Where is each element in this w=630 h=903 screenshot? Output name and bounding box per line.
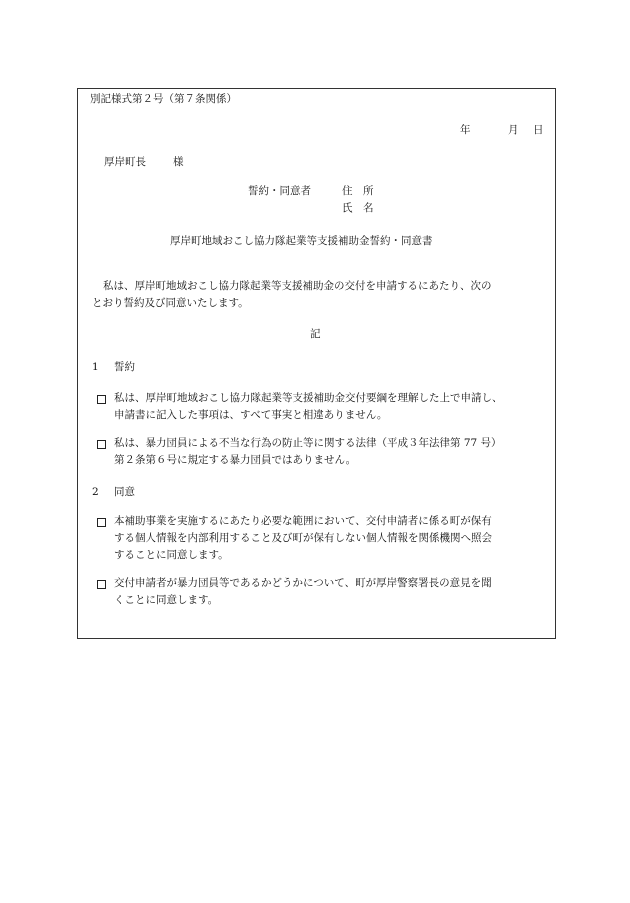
section-2-number: 2	[92, 486, 99, 498]
addressee-name: 厚岸町長	[104, 156, 146, 168]
document-title: 厚岸町地域おこし協力隊起業等支援補助金誓約・同意書	[170, 235, 433, 247]
consent-item-1-line-1: 本補助事業を実施するにあたり必要な範囲において、交付申請者に係る町が保有	[114, 515, 492, 527]
consent-item-2	[114, 577, 492, 607]
pledge-item-1-line-2: 申請書に記入した事項は、すべて事実と相違ありません。	[114, 409, 388, 422]
pledge-item-1-line-1: 私は、厚岸町地域おこし協力隊起業等支援補助金交付要綱を理解した上で申請し、	[114, 392, 503, 404]
checkbox-pledge-1[interactable]	[97, 395, 106, 404]
applicant-role: 誓約・同意者	[248, 185, 311, 197]
intro-paragraph	[92, 280, 492, 310]
consent-item-1	[114, 515, 492, 562]
pledge-item-2	[114, 437, 502, 467]
date-day-label: 日	[533, 124, 544, 136]
pledge-item-2-line-1: 私は、暴力団員による不当な行為の防止等に関する法律（平成３年法律第 77 号）	[114, 437, 502, 449]
checkbox-pledge-2[interactable]	[97, 440, 106, 449]
date-line	[460, 124, 550, 138]
addressee-honorific: 様	[173, 156, 184, 168]
ki-heading: 記	[310, 328, 321, 340]
section-1-heading: 誓約	[114, 361, 135, 373]
intro-line-2: とおり誓約及び同意いたします。	[92, 297, 249, 310]
applicant-name-label: 氏 名	[342, 202, 374, 214]
pledge-item-2-line-2: 第２条第６号に規定する暴力団員ではありません。	[114, 454, 357, 467]
checkbox-consent-2[interactable]	[97, 580, 106, 589]
consent-item-1-line-3: することに同意します。	[114, 549, 229, 562]
section-2-heading: 同意	[114, 486, 135, 498]
applicant-address-label: 住 所	[342, 185, 374, 197]
pledge-item-1	[114, 392, 503, 422]
intro-line-1: 私は、厚岸町地域おこし協力隊起業等支援補助金の交付を申請するにあたり、次の	[103, 280, 492, 292]
form-number: 別記様式第２号（第７条関係）	[90, 93, 237, 105]
checkbox-consent-1[interactable]	[97, 518, 106, 527]
consent-item-1-line-2: する個人情報を内部利用すること及び町が保有しない個人情報を関係機関へ照会	[114, 532, 492, 545]
section-1-number: 1	[92, 361, 99, 373]
consent-item-2-line-1: 交付申請者が暴力団員等であるかどうかについて、町が厚岸警察署長の意見を聞	[114, 577, 492, 589]
consent-item-2-line-2: くことに同意します。	[114, 594, 219, 607]
date-month-label: 月	[508, 124, 519, 136]
date-year-label: 年	[460, 124, 471, 136]
